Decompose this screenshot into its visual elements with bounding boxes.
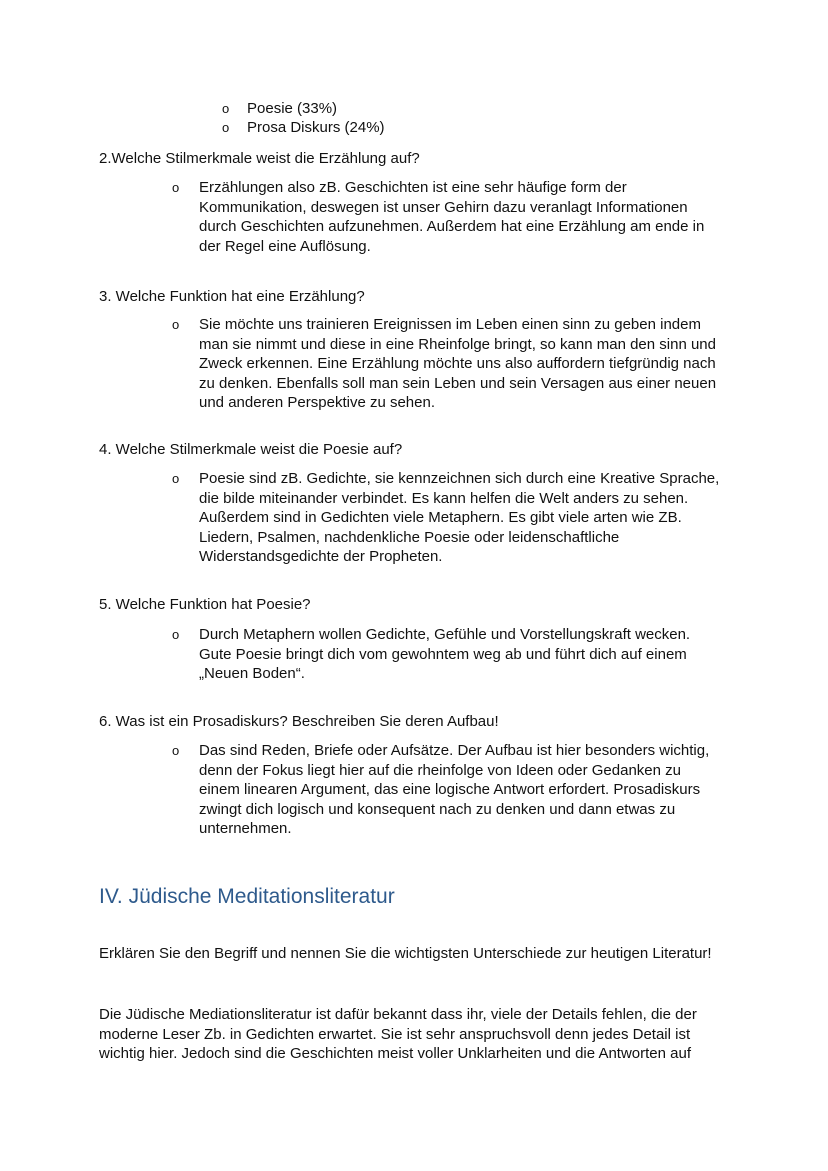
question-2: 2.Welche Stilmerkmale weist die Erzählung auf? — [99, 150, 420, 167]
answer-line: Poesie sind zB. Gedichte, sie kennzeichnen sich durch eine Kreative Sprache, — [199, 470, 720, 487]
answer-6 — [172, 741, 742, 839]
answer-line: der Regel eine Auflösung. — [199, 237, 371, 255]
answer-line: die bilde miteinander verbindet. Es kann helfen die Welt anders zu sehen. — [199, 489, 689, 507]
answer-line: Gute Poesie bringt dich vom gewohntem weg ab und führt dich auf einem — [199, 645, 687, 663]
answer-line: Sie möchte uns trainieren Ereignissen im Leben einen sinn zu geben indem — [199, 316, 701, 333]
answer-5 — [172, 625, 742, 684]
section-heading: IV. Jüdische Meditationsliteratur — [99, 885, 395, 908]
answer-3 — [172, 315, 742, 413]
answer-line: man sie nimmt und diese in eine Rheinfolge bringt, so kann man den sinn und — [199, 335, 716, 353]
question-6: 6. Was ist ein Prosadiskurs? Beschreiben Sie deren Aufbau! — [99, 713, 499, 730]
answer-line: Erzählungen also zB. Geschichten ist eine sehr häufige form der — [199, 179, 627, 196]
answer-line: „Neuen Boden“. — [199, 665, 305, 682]
answer-line: Das sind Reden, Briefe oder Aufsätze. Der Aufbau ist hier besonders wichtig, — [199, 742, 710, 759]
answer-line: Kommunikation, deswegen ist unser Gehirn dazu veranlagt Informationen — [199, 198, 688, 216]
body-paragraph — [99, 1005, 739, 1064]
answer-line: unternehmen. — [199, 820, 292, 837]
paragraph-line: Die Jüdische Mediationsliteratur ist dafür bekannt dass ihr, viele der Details fehlen, die der — [99, 1006, 697, 1023]
hollow-bullet-icon: o — [172, 627, 180, 642]
paragraph-line: wichtig hier. Jedoch sind die Geschichten meist voller Unklarheiten und die Antworten auf — [99, 1045, 691, 1062]
hollow-bullet-icon: o — [172, 743, 180, 758]
answer-line: Außerdem sind in Gedichten viele Metaphern. Es gibt viele arten wie ZB. — [199, 509, 682, 526]
paragraph-line: moderne Leser Zb. in Gedichten erwartet. Sie ist sehr anspruchsvoll denn jedes Detail ist — [99, 1025, 691, 1043]
answer-line: Widerstandsgedichte der Propheten. — [199, 548, 443, 565]
question-3: 3. Welche Funktion hat eine Erzählung? — [99, 288, 365, 305]
answer-line: zwingt dich logisch und konsequent nach zu denken und dann etwas zu — [199, 800, 676, 818]
answer-4 — [172, 469, 742, 567]
task-prompt: Erklären Sie den Begriff und nennen Sie die wichtigsten Unterschiede zur heutigen Literatur! — [99, 945, 712, 962]
hollow-bullet-icon: o — [172, 317, 180, 332]
sub-list-item-text: Poesie (33%) — [247, 100, 338, 117]
question-4: 4. Welche Stilmerkmale weist die Poesie auf? — [99, 441, 403, 458]
answer-line: Liedern, Psalmen, nachdenkliche Poesie oder leidenschaftliche — [199, 528, 620, 546]
sub-list-item-text: Prosa Diskurs (24%) — [247, 119, 385, 136]
answer-line: und anderen Perspektive zu sehen. — [199, 394, 435, 411]
hollow-bullet-icon: o — [222, 120, 230, 135]
answer-line: durch Geschichten aufzunehmen. Außerdem hat eine Erzählung am ende in — [199, 218, 705, 235]
question-5: 5. Welche Funktion hat Poesie? — [99, 596, 311, 613]
answer-line: Zweck erkennen. Eine Erzählung möchte uns also auffordern tiefgründig nach — [199, 355, 716, 372]
hollow-bullet-icon: o — [222, 101, 230, 116]
hollow-bullet-icon: o — [172, 180, 180, 195]
answer-line: Durch Metaphern wollen Gedichte, Gefühle und Vorstellungskraft wecken. — [199, 626, 691, 643]
answer-line: denn der Fokus liegt hier auf die rheinfolge von Ideen oder Gedanken zu — [199, 761, 681, 779]
answer-line: zu denken. Ebenfalls soll man sein Leben und sein Versagen aus einer neuen — [199, 374, 717, 392]
answer-2 — [172, 178, 742, 256]
answer-line: einem linearen Argument, das eine logische Antwort erfordert. Prosadiskurs — [199, 781, 701, 798]
hollow-bullet-icon: o — [172, 471, 180, 486]
